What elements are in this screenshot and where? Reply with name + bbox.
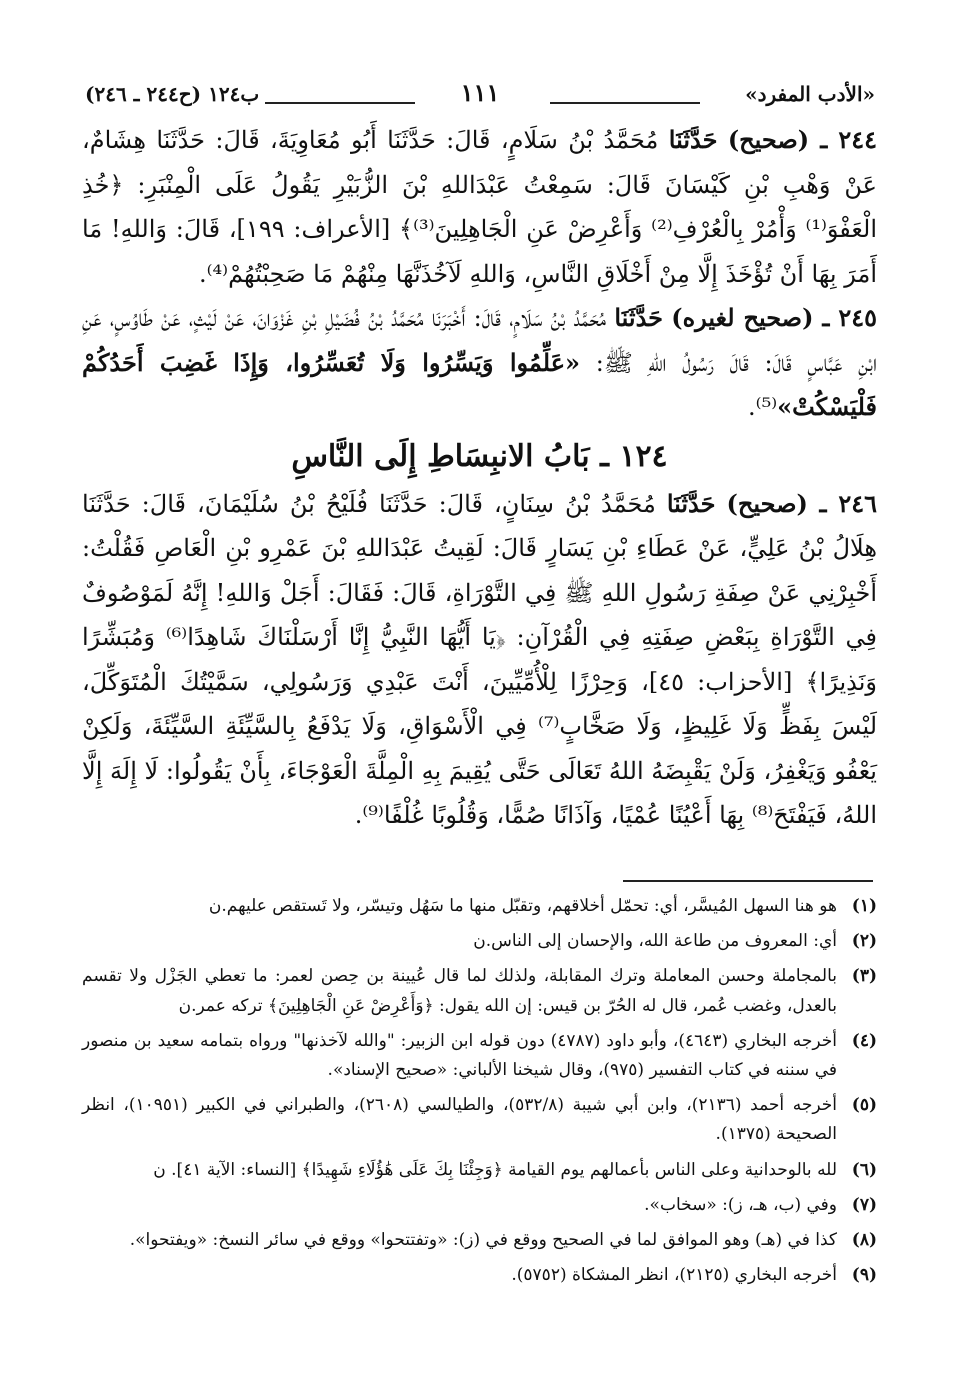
hadith-label: ٢٤٦ ـ (صحيح) xyxy=(726,488,877,518)
hadith-lead: حَدَّثَنَا xyxy=(666,488,716,518)
footnotes xyxy=(82,892,877,1296)
hadith-246 xyxy=(82,482,877,838)
footnote-item xyxy=(82,1091,877,1149)
chapter-title: ١٢٤ ـ بَابُ الانبِسَاطِ إِلَى النَّاسِ xyxy=(291,438,668,474)
hadith-end: ⁽⁵⁾. xyxy=(748,393,778,421)
footnote-divider xyxy=(623,880,873,882)
footnote-item xyxy=(82,1027,877,1085)
footnote-number: (٩) xyxy=(851,1265,877,1286)
footnote-number: (٧) xyxy=(851,1194,877,1215)
footnote-number: (٢) xyxy=(851,931,877,952)
page-header xyxy=(85,78,875,118)
footnote-text: هو هنا السهل المُيسَّر، أي: تحمّل أخلاقهم، وتقبّل منها ما سَهُل وتيسّر، ولا تَستقص عليهم.ن xyxy=(208,896,837,916)
footnote-item xyxy=(82,1226,877,1255)
footnote-item xyxy=(82,1261,877,1290)
footnote-number: (٦) xyxy=(851,1159,877,1180)
footnote-text: بالمجاملة وحسن المعاملة وترك المقابلة، ولذلك لما قال عُيينة بن حِصن لعمر: ما تعطي الجَزْل ولا تقسم بالعدل، وغضب عُمر، قال له الحُرّ بن قيس: إن الله يقول: ﴿وَأَعْرِضْ عَنِ الْجَاهِلِينَ﴾ تركه عمر.ن xyxy=(82,966,837,1016)
footnote-text: أي: المعروف من طاعة الله، والإحسان إلى الناس.ن xyxy=(473,931,837,952)
footnote-text: أخرجه البخاري (٢١٢٥)، انظر المشكاة (٥٧٥٢). xyxy=(511,1265,837,1286)
footnote-item xyxy=(82,927,877,956)
hadith-matn: «عَلِّمُوا وَيَسِّرُوا وَلَا تُعَسِّرُوا، وَإِذَا غَضِبَ أَحَدُكُمْ فَلْيَسْكُتْ» xyxy=(82,347,877,421)
page-number: ١١١ xyxy=(460,78,500,107)
footnote-item xyxy=(82,892,877,921)
hadith-text: مُحَمَّدُ بْنُ سِنَانٍ، قَالَ: حَدَّثَنَا فُلَيْحُ بْنُ سُلَيْمَانَ، قَالَ: حَدَّثَنَا هِلَالُ بْنُ عَلِيٍّ، عَنْ عَطَاءِ بْنِ يَسَارٍ قَالَ: لَقِيتُ عَبْدَاللهِ بْنَ عَمْرِو بْنِ الْعَاصِ فَقُلْتُ: أَخْبِرْنِي عَنْ صِفَةِ رَسُولِ اللهِ ﷺ فِي التَّوْرَاةِ، قَالَ: فَقَالَ: أَجَلْ وَاللهِ! إِنَّهُ لَمَوْصُوفٌ فِي التَّوْرَاةِ بِبَعْضِ صِفَتِهِ فِي الْقُرْآنِ: ﴿يَا أَيُّهَا النَّبِيُّ إِنَّا أَرْسَلْنَاكَ شَاهِدًا⁽⁶⁾ وَمُبَشِّرًا وَنَذِيرًا﴾ [الأحزاب: ٤٥]، وَحِرْزًا لِلْأُمِّيِّينَ، أَنْتَ عَبْدِي وَرَسُولِي، سَمَّيْتُكَ الْمُتَوَكِّلَ، لَيْسَ بِفَظٍّ وَلَا غَلِيظٍ، وَلَا صَخَّابٍ⁽⁷⁾ فِي الْأَسْوَاقِ، وَلَا يَدْفَعُ بِالسَّيِّئَةِ السَّيِّئَةَ، وَلَكِنْ يَعْفُو وَيَغْفِرُ، وَلَنْ يَقْبِضَهُ اللهُ تَعَالَى حَتَّى يُقِيمَ بِهِ الْمِلَّةَ الْعَوْجَاءَ، بِأَنْ يَقُولُوا: لَا إِلَهَ إِلَّا اللهُ، فَيَفْتَحَ⁽⁸⁾ بِهَا أَعْيُنًا عُمْيًا، وَآذَانًا صُمًّا، وَقُلُوبًا غُلْفًا⁽⁹⁾. xyxy=(82,489,878,829)
footnote-text: أخرجه أحمد (٢١٣٦)، وابن أبي شيبة (٥٣٢/٨)، والطيالسي (٢٦٠٨)، والطبراني في الكبير (١٠٩٥١)، انظر الصحيحة (١٣٧٥). xyxy=(82,1095,837,1145)
footnote-number: (٥) xyxy=(851,1095,877,1116)
footnote-number: (١) xyxy=(851,896,877,916)
hadith-lead: حَدَّثَنَا xyxy=(614,303,663,332)
hadith-text: مُحَمَّدُ بْنُ سَلَامٍ، قَالَ: حَدَّثَنَا أَبُو مُعَاوِيَةَ، قَالَ: حَدَّثَنَا هِشَامٌ، عَنْ وَهْبِ بْنِ كَيْسَانَ قَالَ: سَمِعْتُ عَبْدَاللهِ بْنَ الزُّبَيْرِ يَقُولُ عَلَى الْمِنْبَرِ: ﴿خُذِ الْعَفْوَ⁽¹⁾ وَأْمُرْ بِالْعُرْفِ⁽²⁾ وَأَعْرِضْ عَنِ الْجَاهِلِينَ⁽³⁾﴾ [الأعراف: ١٩٩]، قَالَ: وَاللهِ! مَا أَمَرَ بِهَا أَنْ تُؤْخَذَ إِلَّا مِنْ أَخْلَاقِ النَّاسِ، وَاللهِ لَآخُذَنَّهَا مِنْهُمْ مَا صَحِبْتُهُمْ⁽⁴⁾. xyxy=(82,126,877,288)
footnote-text: كذا في (هـ) وهو الموافق لما في الصحيح ووقع في (ز): «وتفتتحوا» ووقع في سائر النسخ: «ويفتحوا». xyxy=(129,1230,837,1251)
footnote-number: (٨) xyxy=(851,1230,877,1251)
hadith-245 xyxy=(82,296,877,430)
section-reference: ب١٢٤ (ح٢٤٤ ـ ٢٤٦) xyxy=(85,82,260,106)
hadith-text: مُحَمَّدُ بْنُ سَلَامٍ، قَالَ: أَخْبَرَنَا مُحَمَّدُ بْنُ فُضَيْلِ بْنِ غَزْوَانَ، عَنْ لَيْثٍ، عَنْ طَاوُسٍ، عَنِ ابْنِ عَبَّاسٍ قَالَ: قَالَ رَسُولُ اللهِ ﷺ: xyxy=(82,304,877,377)
footnote-item xyxy=(82,962,877,1020)
footnote-text: أخرجه البخاري (٤٦٤٣)، وأبو داود (٤٧٨٧) دون قوله ابن الزبير: "والله لآخذنها" ورواه بتمامه سعيد بن منصور في سننه في كتاب التفسير (٩٧٥)، وقال شيخنا الألباني: «صحيح الإسناد». xyxy=(82,1030,838,1081)
hadith-244 xyxy=(82,118,877,296)
main-text xyxy=(82,118,877,838)
hadith-lead: حَدَّثَنَا xyxy=(668,125,718,154)
footnote-number: (٤) xyxy=(851,1030,877,1051)
header-rule-left xyxy=(265,102,415,104)
book-title: «الأدب المفرد» xyxy=(745,82,875,106)
hadith-label: ٢٤٤ ـ (صحيح) xyxy=(727,125,878,154)
footnote-text: لله بالوحدانية وعلى الناس بأعمالهم يوم القيامة ﴿وَجِئْنَا بِكَ عَلَى هَٰؤُلَاءِ شَهِيدًا﴾ [النساء: الآية ٤١]. ن xyxy=(153,1159,837,1180)
hadith-label: ٢٤٥ ـ (صحيح لغيره) xyxy=(671,303,877,332)
header-rule-right xyxy=(550,102,700,104)
footnote-number: (٣) xyxy=(851,966,877,987)
footnote-item xyxy=(82,1156,877,1185)
footnote-text: وفي (ب، هـ، ز): «سخاب». xyxy=(644,1194,837,1215)
footnote-item xyxy=(82,1191,877,1220)
